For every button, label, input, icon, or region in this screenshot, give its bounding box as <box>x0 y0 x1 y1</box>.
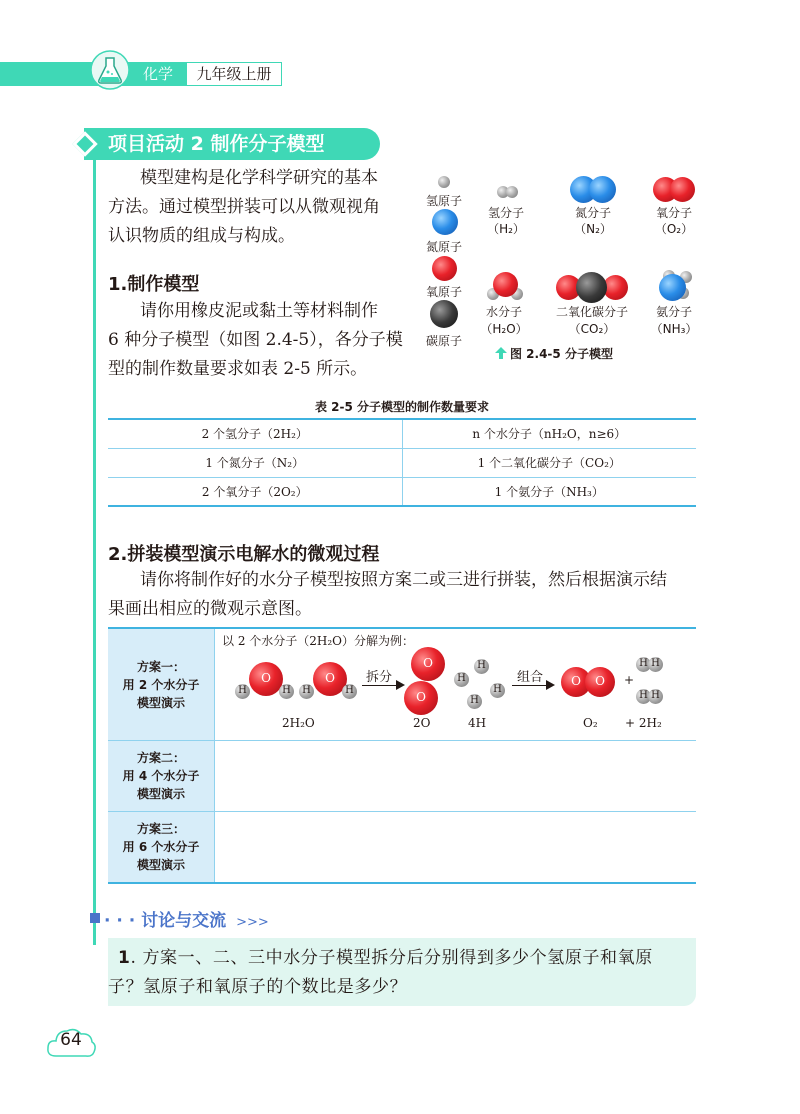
table-cell: 2 个氢分子（2H₂） <box>108 419 402 448</box>
combine-arrow <box>512 685 547 686</box>
nh3-formula: （NH₃） <box>650 322 698 336</box>
discussion-title-text: · · · 讨论与交流 <box>104 911 227 931</box>
carbon-atom-model <box>430 300 458 328</box>
formula-2o: 2O <box>413 716 431 730</box>
atom-letter: H <box>282 685 291 696</box>
plan3-line-3: 模型演示 <box>136 858 185 872</box>
intro-line-1: 模型建构是化学科学研究的基本 <box>140 168 378 188</box>
split-arrow <box>362 685 397 686</box>
atom-letter: H <box>477 660 486 671</box>
n2-atom-b <box>589 176 616 203</box>
caption-arrow-icon <box>495 347 507 359</box>
formula-2h2: + 2H₂ <box>625 716 662 730</box>
margin-rule <box>93 140 96 945</box>
nh3-n <box>659 274 686 301</box>
table-row <box>108 448 696 477</box>
part2-heading: 2.拼装模型演示电解水的微观过程 <box>108 544 380 565</box>
demo-divider <box>108 811 696 812</box>
flask-icon <box>90 50 130 90</box>
table25 <box>108 418 696 507</box>
page-number: 64 <box>60 1030 82 1050</box>
part2-line-1: 请你将制作好的水分子模型按照方案二或三进行拼装，然后根据演示结 <box>140 570 667 590</box>
nh3-label: 氨分子 <box>655 305 692 319</box>
table-row <box>108 477 696 506</box>
o2-label: 氧分子 <box>655 206 692 220</box>
figure-caption: 图 2.4-5 分子模型 <box>510 347 613 361</box>
h2o-o <box>493 272 518 297</box>
plan1-line-1: 方案一： <box>136 659 185 674</box>
atom-letter: H <box>238 685 247 696</box>
oxygen-atom-model <box>432 256 457 281</box>
atom-letter: H <box>651 658 660 669</box>
demo-example-text: 以 2 个水分子（2H₂O）分解为例： <box>222 634 415 648</box>
atom-letter: O <box>261 671 271 685</box>
h2o-formula: （H₂O） <box>480 322 528 336</box>
hydrogen-atom-model <box>438 176 450 188</box>
h2-formula: （H₂） <box>487 222 525 236</box>
plan1-cell <box>108 629 214 740</box>
plan1-line-3: 模型演示 <box>136 695 185 710</box>
plan2-line-1: 方案二： <box>136 751 185 765</box>
atom-letter: O <box>595 674 605 688</box>
table-cell: n 个水分子（nH₂O，n≥6） <box>402 419 696 448</box>
table-cell: 1 个氮分子（N₂） <box>108 448 402 477</box>
carbon-atom-label: 碳原子 <box>425 334 462 348</box>
discussion-title <box>104 906 269 931</box>
atom-letter: H <box>470 695 479 706</box>
step-split-label: 拆分 <box>366 670 393 685</box>
table25-caption: 表 2-5 分子模型的制作数量要求 <box>314 400 490 414</box>
co2-c <box>576 272 607 303</box>
plan3-cell <box>108 812 214 882</box>
nitrogen-atom-model <box>432 209 458 235</box>
table-row <box>108 419 696 448</box>
header-grade: 九年级上册 <box>186 62 282 86</box>
atom-letter: H <box>345 685 354 696</box>
combine-arrow-head <box>546 680 555 690</box>
co2-formula: （CO₂） <box>568 322 616 336</box>
section-title: 项目活动 2 制作分子模型 <box>108 133 325 155</box>
intro-line-3: 认识物质的组成与构成。 <box>108 226 295 246</box>
part1-line-3: 型的制作数量要求如表 2-5 所示。 <box>108 359 368 379</box>
table-cell: 1 个氨分子（NH₃） <box>494 484 604 499</box>
formula-o2: O₂ <box>583 716 598 730</box>
discussion-q-line-1 <box>118 944 653 973</box>
plan2-cell <box>108 741 214 811</box>
atom-letter: H <box>651 690 660 701</box>
atom-letter: H <box>639 658 648 669</box>
question-number: 1 <box>118 948 131 968</box>
h2-atom-b <box>506 186 518 198</box>
h2-label: 氢分子 <box>487 206 524 220</box>
discussion-q-line-2: 子？氢原子和氧原子的个数比是多少？ <box>108 977 408 997</box>
header-subject: 化学 <box>142 65 173 83</box>
split-arrow-head <box>396 680 405 690</box>
atom-letter: O <box>416 690 426 704</box>
plan2-line-3: 模型演示 <box>136 787 185 801</box>
table-cell: 1 个二氧化碳分子（CO₂） <box>402 448 696 477</box>
plan1-line-2: 用 2 个水分子 <box>122 677 200 692</box>
atom-letter: O <box>325 671 335 685</box>
discussion-chevrons: >>> <box>236 915 269 930</box>
plus-sign: + <box>624 673 635 687</box>
atom-letter: H <box>457 673 466 684</box>
part1-line-2: 6 种分子模型（如图 2.4-5），各分子模 <box>108 330 403 350</box>
plan3-line-1: 方案三： <box>136 822 185 836</box>
part2-line-2: 果画出相应的微观示意图。 <box>108 599 312 619</box>
discussion-square-icon <box>90 913 100 923</box>
atom-letter: H <box>639 690 648 701</box>
demo-divider <box>108 740 696 741</box>
plan2-line-2: 用 4 个水分子 <box>122 769 200 783</box>
hydrogen-atom-label: 氢原子 <box>425 194 462 208</box>
step-combine-label: 组合 <box>517 670 544 685</box>
demo-column-divider <box>214 629 215 882</box>
table-cell: 2 个氧分子（2O₂） <box>108 477 402 506</box>
part1-line-1: 请你用橡皮泥或黏土等材料制作 <box>140 301 378 321</box>
o2-formula: （O₂） <box>654 222 694 236</box>
n2-formula: （N₂） <box>574 222 612 236</box>
co2-label: 二氧化碳分子 <box>555 305 628 319</box>
plan3-line-2: 用 6 个水分子 <box>122 840 200 854</box>
formula-4h: 4H <box>468 716 487 730</box>
n2-label: 氮分子 <box>574 206 611 220</box>
atom-letter: H <box>302 685 311 696</box>
intro-line-2: 方法。通过模型拼装可以从微观视角 <box>108 197 380 217</box>
h2o-label: 水分子 <box>485 305 522 319</box>
o2-atom-b <box>670 177 695 202</box>
atom-letter: O <box>571 674 581 688</box>
nitrogen-atom-label: 氮原子 <box>425 240 462 254</box>
oxygen-atom-label: 氧原子 <box>425 285 462 299</box>
atom-letter: H <box>493 684 502 695</box>
part1-heading: 1.制作模型 <box>108 274 200 295</box>
question-text-1: . 方案一、二、三中水分子模型拆分后分别得到多少个氢原子和氧原 <box>130 948 653 968</box>
formula-2h2o: 2H₂O <box>282 716 315 730</box>
atom-letter: O <box>423 656 433 670</box>
